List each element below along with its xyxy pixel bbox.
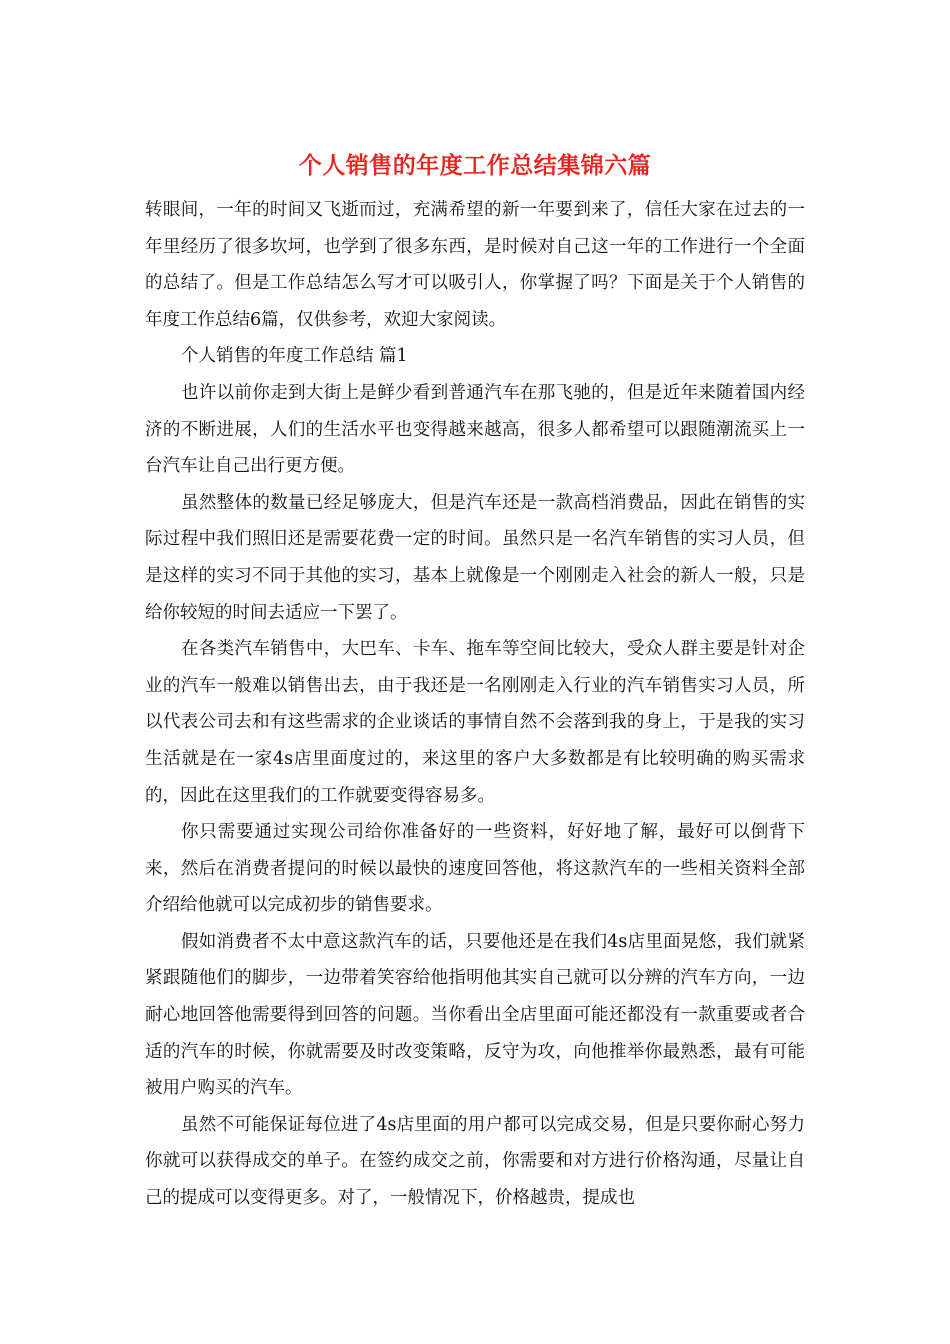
body-paragraph: 也许以前你走到大街上是鲜少看到普通汽车在那飞驰的，但是近年来随着国内经济的不断进展，人们的生活水平也变得越来越高，很多人都希望可以跟随潮流买上一台汽车让自己出行更方便。 [145, 382, 805, 477]
section-heading: 个人销售的年度工作总结 篇1 [181, 346, 408, 367]
body-paragraph: 假如消费者不太中意这款汽车的话，只要他还是在我们4s店里面晃悠，我们就紧紧跟随他们的脚步，一边带着笑容给他指明他其实自己就可以分辨的汽车方向，一边耐心地回答他需要得到回答的问题。当你看出全店里面可能还都没有一款重要或者合适的汽车的时候，你就需要及时改变策略，反守为攻，向他推举你最熟悉，最有可能被用户购买的汽车。 [145, 931, 805, 1099]
document-title: 个人销售的年度工作总结集锦六篇 [298, 152, 652, 179]
document-body [145, 192, 805, 1217]
body-paragraph: 虽然不可能保证每位进了4s店里面的用户都可以完成交易，但是只要你耐心努力你就可以获得成交的单子。在签约成交之前，你需要和对方进行价格沟通，尽量让自己的提成可以变得更多。对了，一般情况下，价格越贵，提成也 [145, 1114, 805, 1209]
body-paragraph: 你只需要通过实现公司给你准备好的一些资料，好好地了解，最好可以倒背下来，然后在消费者提问的时候以最快的速度回答他，将这款汽车的一些相关资料全部介绍给他就可以完成初步的销售要求。 [145, 822, 805, 916]
body-paragraph: 在各类汽车销售中，大巴车、卡车、拖车等空间比较大，受众人群主要是针对企业的汽车一般难以销售出去，由于我还是一名刚刚走入行业的汽车销售实习人员，所以代表公司去和有这些需求的企业谈话的事情自然不会落到我的身上，于是我的实习生活就是在一家4s店里面度过的，来这里的客户大多数都是有比较明确的购买需求的，因此在这里我们的工作就要变得容易多。 [145, 639, 805, 806]
intro-paragraph: 转眼间，一年的时间又飞逝而过，充满希望的新一年要到来了，信任大家在过去的一年里经历了很多坎坷，也学到了很多东西，是时候对自己这一年的工作进行一个全面的总结了。但是工作总结怎么写才可以吸引人，你掌握了吗？下面是关于个人销售的年度工作总结6篇，仅供参考，欢迎大家阅读。 [145, 200, 805, 330]
body-paragraph: 虽然整体的数量已经足够庞大，但是汽车还是一款高档消费品，因此在销售的实际过程中我们照旧还是需要花费一定的时间。虽然只是一名汽车销售的实习人员，但是这样的实习不同于其他的实习，基本上就像是一个刚刚走入社会的新人一般，只是给你较短的时间去适应一下罢了。 [145, 492, 805, 623]
